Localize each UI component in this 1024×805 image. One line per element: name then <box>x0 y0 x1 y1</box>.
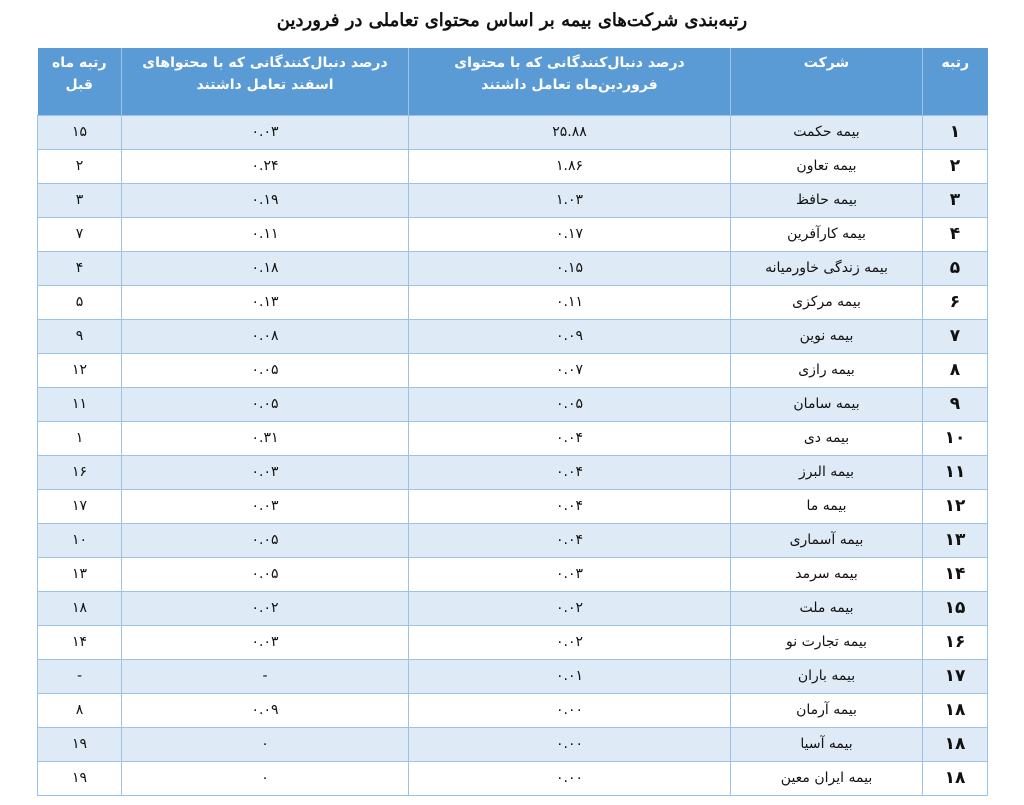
farvardin-percent-cell: ۰.۰۴ <box>409 489 731 523</box>
esfand-percent-cell: ۰.۰۸ <box>122 319 409 353</box>
table-row <box>38 353 988 387</box>
farvardin-percent-cell: ۰.۰۴ <box>409 421 731 455</box>
esfand-percent-cell: ۰.۳۱ <box>122 421 409 455</box>
rank-cell: ۱۷ <box>923 659 988 693</box>
rank-cell: ۱۲ <box>923 489 988 523</box>
farvardin-percent-cell: ۰.۰۷ <box>409 353 731 387</box>
rank-cell: ۹ <box>923 387 988 421</box>
ranking-table <box>37 48 988 796</box>
table-row <box>38 659 988 693</box>
company-cell: بیمه کارآفرین <box>731 217 923 251</box>
esfand-percent-cell: ۰.۱۸ <box>122 251 409 285</box>
farvardin-percent-cell: ۰.۰۴ <box>409 523 731 557</box>
table-row <box>38 285 988 319</box>
company-cell: بیمه ما <box>731 489 923 523</box>
company-cell: بیمه سامان <box>731 387 923 421</box>
esfand-percent-cell: ۰.۰۹ <box>122 693 409 727</box>
esfand-percent-cell: ۰ <box>122 727 409 761</box>
table-row <box>38 693 988 727</box>
header-esfand-percent: درصد دنبال‌کنندگانی که با محتواهای اسفند تعامل داشتند <box>122 48 409 115</box>
prev-rank-cell: ۸ <box>38 693 122 727</box>
table-row <box>38 319 988 353</box>
prev-rank-cell: ۱۶ <box>38 455 122 489</box>
company-cell: بیمه باران <box>731 659 923 693</box>
farvardin-percent-cell: ۰.۰۵ <box>409 387 731 421</box>
farvardin-percent-cell: ۰.۰۱ <box>409 659 731 693</box>
farvardin-percent-cell: ۰.۰۳ <box>409 557 731 591</box>
esfand-percent-cell: ۰.۲۴ <box>122 149 409 183</box>
rank-cell: ۶ <box>923 285 988 319</box>
esfand-percent-cell: ۰.۰۳ <box>122 625 409 659</box>
company-cell: بیمه آسیا <box>731 727 923 761</box>
farvardin-percent-cell: ۰.۰۰ <box>409 727 731 761</box>
esfand-percent-cell: - <box>122 659 409 693</box>
company-cell: بیمه رازی <box>731 353 923 387</box>
esfand-percent-cell: ۰.۱۹ <box>122 183 409 217</box>
header-rank: رتبه <box>923 48 988 115</box>
table-body <box>38 115 988 795</box>
prev-rank-cell: ۹ <box>38 319 122 353</box>
company-cell: بیمه دی <box>731 421 923 455</box>
prev-rank-cell: ۱۸ <box>38 591 122 625</box>
prev-rank-cell: ۱۴ <box>38 625 122 659</box>
company-cell: بیمه حکمت <box>731 115 923 149</box>
farvardin-percent-cell: ۰.۰۲ <box>409 591 731 625</box>
farvardin-percent-cell: ۰.۰۰ <box>409 693 731 727</box>
esfand-percent-cell: ۰.۰۵ <box>122 523 409 557</box>
rank-cell: ۱۸ <box>923 727 988 761</box>
company-cell: بیمه نوین <box>731 319 923 353</box>
prev-rank-cell: ۱۲ <box>38 353 122 387</box>
table-row <box>38 625 988 659</box>
company-cell: بیمه مرکزی <box>731 285 923 319</box>
prev-rank-cell: ۱۹ <box>38 761 122 795</box>
table-row <box>38 557 988 591</box>
rank-cell: ۱۱ <box>923 455 988 489</box>
company-cell: بیمه البرز <box>731 455 923 489</box>
esfand-percent-cell: ۰.۱۳ <box>122 285 409 319</box>
rank-cell: ۸ <box>923 353 988 387</box>
esfand-percent-cell: ۰.۰۳ <box>122 455 409 489</box>
farvardin-percent-cell: ۰.۰۹ <box>409 319 731 353</box>
company-cell: بیمه تجارت نو <box>731 625 923 659</box>
table-row <box>38 251 988 285</box>
header-company: شرکت <box>731 48 923 115</box>
prev-rank-cell: ۲ <box>38 149 122 183</box>
table-row <box>38 183 988 217</box>
rank-cell: ۱۳ <box>923 523 988 557</box>
company-cell: بیمه سرمد <box>731 557 923 591</box>
rank-cell: ۱۶ <box>923 625 988 659</box>
farvardin-percent-cell: ۰.۱۷ <box>409 217 731 251</box>
farvardin-percent-cell: ۰.۰۰ <box>409 761 731 795</box>
prev-rank-cell: ۷ <box>38 217 122 251</box>
table-header-row <box>38 48 988 115</box>
esfand-percent-cell: ۰ <box>122 761 409 795</box>
prev-rank-cell: ۱۳ <box>38 557 122 591</box>
table-row <box>38 727 988 761</box>
table-row <box>38 489 988 523</box>
esfand-percent-cell: ۰.۰۵ <box>122 557 409 591</box>
prev-rank-cell: ۱۰ <box>38 523 122 557</box>
table-row <box>38 591 988 625</box>
rank-cell: ۱۵ <box>923 591 988 625</box>
company-cell: بیمه آرمان <box>731 693 923 727</box>
prev-rank-cell: ۱ <box>38 421 122 455</box>
table-row <box>38 149 988 183</box>
company-cell: بیمه حافظ <box>731 183 923 217</box>
company-cell: بیمه زندگی خاورمیانه <box>731 251 923 285</box>
esfand-percent-cell: ۰.۰۵ <box>122 387 409 421</box>
prev-rank-cell: ۱۷ <box>38 489 122 523</box>
esfand-percent-cell: ۰.۰۲ <box>122 591 409 625</box>
page-title: رتبه‌بندی شرکت‌های بیمه بر اساس محتوای تعاملی در فروردین <box>276 10 748 31</box>
prev-rank-cell: ۱۵ <box>38 115 122 149</box>
table-row <box>38 387 988 421</box>
farvardin-percent-cell: ۲۵.۸۸ <box>409 115 731 149</box>
esfand-percent-cell: ۰.۰۵ <box>122 353 409 387</box>
farvardin-percent-cell: ۰.۰۲ <box>409 625 731 659</box>
prev-rank-cell: ۵ <box>38 285 122 319</box>
esfand-percent-cell: ۰.۰۳ <box>122 115 409 149</box>
prev-rank-cell: ۴ <box>38 251 122 285</box>
table-row <box>38 761 988 795</box>
header-farvardin-percent: درصد دنبال‌کنندگانی که با محتوای فروردین‌ماه تعامل داشتند <box>409 48 731 115</box>
rank-cell: ۳ <box>923 183 988 217</box>
rank-cell: ۱۸ <box>923 693 988 727</box>
farvardin-percent-cell: ۱.۸۶ <box>409 149 731 183</box>
prev-rank-cell: ۳ <box>38 183 122 217</box>
company-cell: بیمه ملت <box>731 591 923 625</box>
company-cell: بیمه تعاون <box>731 149 923 183</box>
rank-cell: ۱۴ <box>923 557 988 591</box>
table-row <box>38 217 988 251</box>
farvardin-percent-cell: ۰.۱۱ <box>409 285 731 319</box>
company-cell: بیمه آسماری <box>731 523 923 557</box>
rank-cell: ۲ <box>923 149 988 183</box>
prev-rank-cell: ۱۱ <box>38 387 122 421</box>
esfand-percent-cell: ۰.۰۳ <box>122 489 409 523</box>
farvardin-percent-cell: ۱.۰۳ <box>409 183 731 217</box>
prev-rank-cell: ۱۹ <box>38 727 122 761</box>
table-row <box>38 523 988 557</box>
prev-rank-cell: - <box>38 659 122 693</box>
rank-cell: ۵ <box>923 251 988 285</box>
farvardin-percent-cell: ۰.۱۵ <box>409 251 731 285</box>
table-row <box>38 115 988 149</box>
farvardin-percent-cell: ۰.۰۴ <box>409 455 731 489</box>
rank-cell: ۴ <box>923 217 988 251</box>
rank-cell: ۷ <box>923 319 988 353</box>
rank-cell: ۱۸ <box>923 761 988 795</box>
company-cell: بیمه ایران معین <box>731 761 923 795</box>
esfand-percent-cell: ۰.۱۱ <box>122 217 409 251</box>
header-prev-rank: رتبه ماه قبل <box>38 48 122 115</box>
table-row <box>38 455 988 489</box>
table-row <box>38 421 988 455</box>
rank-cell: ۱۰ <box>923 421 988 455</box>
rank-cell: ۱ <box>923 115 988 149</box>
